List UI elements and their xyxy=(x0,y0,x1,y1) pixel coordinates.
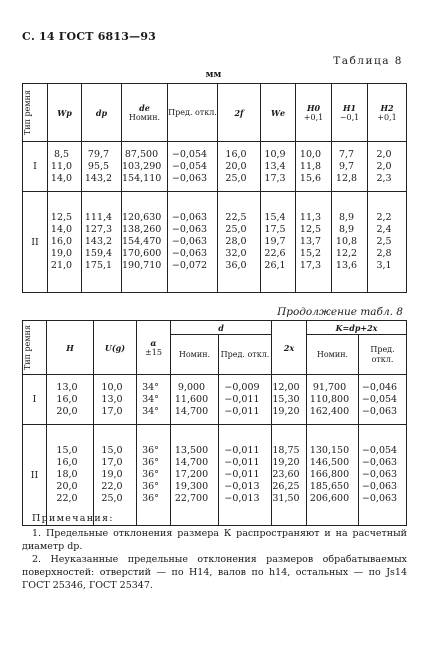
cell-d-nom: 9,000 11,600 14,700 xyxy=(171,375,219,425)
cell-d-dev: −0,009 −0,011 −0,011 xyxy=(219,375,272,425)
unit-label: мм xyxy=(205,70,222,80)
col-dp: dр xyxy=(82,84,122,142)
col-h2: H2 +0,1 xyxy=(368,84,407,142)
continuation-label: Продолжение табл. 8 xyxy=(277,306,403,318)
col-ug: U(g) xyxy=(94,321,137,375)
col-2f: 2f xyxy=(218,84,261,142)
cell-h: 13,0 16,0 20,0 xyxy=(47,375,94,425)
cell-dp: 79,7 95,5 143,2 xyxy=(82,142,122,192)
cell-alpha: 36° 36° 36° 36° 36° xyxy=(137,425,171,526)
notes-block xyxy=(22,512,407,592)
cell-ug: 10,0 13,0 17,0 xyxy=(94,375,137,425)
cell-2f: 22,5 25,0 28,0 32,0 36,0 xyxy=(218,192,261,293)
cell-h1: 8,9 8,9 10,8 12,2 13,6 xyxy=(332,192,368,293)
cell-ug: 15,0 17,0 19,0 22,0 25,0 xyxy=(94,425,137,526)
cell-d-dev: −0,011 −0,011 −0,011 −0,013 −0,013 xyxy=(219,425,272,526)
page-header: С. 14 ГОСТ 6813—93 xyxy=(22,30,157,43)
type-label: I xyxy=(23,142,48,192)
table-8-continued xyxy=(22,320,407,526)
cell-alpha: 34° 34° 34° xyxy=(137,375,171,425)
col-type: Тип ремня xyxy=(23,321,47,375)
col-we: Wе xyxy=(261,84,296,142)
cell-we: 15,4 17,5 19,7 22,6 26,1 xyxy=(261,192,296,293)
cell-h1: 7,7 9,7 12,8 xyxy=(332,142,368,192)
type-label: II xyxy=(23,425,47,526)
table-row-group-1 xyxy=(23,142,407,192)
cell-k-dev: −0,054 −0,063 −0,063 −0,063 −0,063 xyxy=(359,425,407,526)
type-label: I xyxy=(23,375,47,425)
table-label: Таблица 8 xyxy=(333,55,403,67)
col-wp: Wр xyxy=(48,84,82,142)
col-d: d xyxy=(171,321,272,335)
cell-h0: 11,3 12,5 13,7 15,2 17,3 xyxy=(296,192,332,293)
col-2x: 2x xyxy=(272,321,307,375)
cell-de: 87,500 103,290 154,110 xyxy=(122,142,168,192)
col-h1: H1 −0,1 xyxy=(332,84,368,142)
col-type: Тип ремня xyxy=(23,84,48,142)
col-de: de Номин. xyxy=(122,84,168,142)
type-label: II xyxy=(23,192,48,293)
cell-k-dev: −0,046 −0,054 −0,063 xyxy=(359,375,407,425)
cell-de: 120,630 138,260 154,470 170,600 190,710 xyxy=(122,192,168,293)
cell-2x: 12,00 15,30 19,20 xyxy=(272,375,307,425)
table-8 xyxy=(22,83,407,293)
cell-wp: 12,5 14,0 16,0 19,0 21,0 xyxy=(48,192,82,293)
cell-d-nom: 13,500 14,700 17,200 19,300 22,700 xyxy=(171,425,219,526)
col-d-dev: Пред. откл. xyxy=(219,335,272,375)
cell-2x: 18,75 19,20 23,60 26,25 31,50 xyxy=(272,425,307,526)
table-row-group-2 xyxy=(23,425,407,526)
col-d-nom: Номин. xyxy=(171,335,219,375)
cell-dev: −0,063 −0,063 −0,063 −0,063 −0,072 xyxy=(168,192,218,293)
note-2: 2. Неуказанные предельные отклонения размеров обрабатываемых поверхностей: отверстий — по Н14, валов по h14, остальных — по Js14 ГОСТ 25346, ГОСТ 25347. xyxy=(22,554,407,591)
cell-h: 15,0 16,0 18,0 20,0 22,0 xyxy=(47,425,94,526)
col-h: H xyxy=(47,321,94,375)
cell-h2: 2,0 2,0 2,3 xyxy=(368,142,407,192)
cell-wp: 8,5 11,0 14,0 xyxy=(48,142,82,192)
col-alpha: α ±15 xyxy=(137,321,171,375)
cell-2f: 16,0 20,0 25,0 xyxy=(218,142,261,192)
table-row-group-2 xyxy=(23,192,407,293)
col-h0: H0 +0,1 xyxy=(296,84,332,142)
cell-h0: 10,0 11,8 15,6 xyxy=(296,142,332,192)
table-row-group-1 xyxy=(23,375,407,425)
cell-dp: 111,4 127,3 143,2 159,4 175,1 xyxy=(82,192,122,293)
note-1: 1. Предельные отклонения размера К распространяют и на расчетный диаметр dр. xyxy=(22,528,407,552)
cell-h2: 2,2 2,4 2,5 2,8 3,1 xyxy=(368,192,407,293)
cell-dev: −0,054 −0,054 −0,063 xyxy=(168,142,218,192)
col-k-nom: Номин. xyxy=(307,335,359,375)
col-dev: Пред. откл. xyxy=(168,84,218,142)
col-k-dev: Пред. откл. xyxy=(359,335,407,375)
cell-we: 10,9 13,4 17,3 xyxy=(261,142,296,192)
notes-title: Примечания: xyxy=(32,513,114,524)
col-k: K=dp+2x xyxy=(307,321,407,335)
cell-k-nom: 91,700 110,800 162,400 xyxy=(307,375,359,425)
cell-k-nom: 130,150 146,500 166,800 185,650 206,600 xyxy=(307,425,359,526)
